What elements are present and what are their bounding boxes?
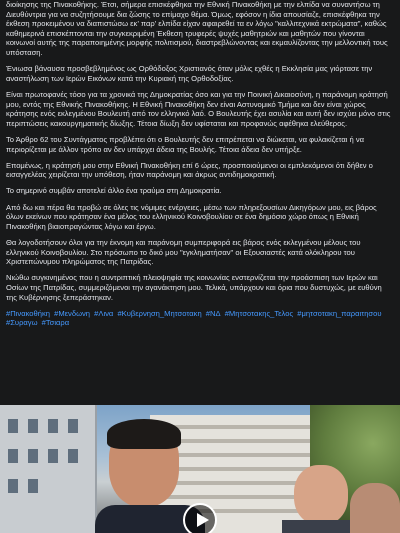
- video-background-building: [0, 405, 97, 533]
- hashtag-list: [6, 309, 394, 328]
- hashtag-link[interactable]: #Κυβερνηση_Μητσοτακη: [117, 308, 202, 318]
- video-player[interactable]: [0, 405, 400, 533]
- post-paragraph-4: Το Άρθρο 62 του Συντάγματος προβλέπει ότι ο Βουλευτής δεν επιτρέπεται να διώκεται, να φυλακίζεται ή να περιορίζεται με άλλον τρόπο αν δεν υπάρχει άδεια της Βουλής. Τέτοια άδεια δεν υπήρξε.: [6, 134, 365, 154]
- post-paragraph-2: Ένιωσα βάναυσα προσβεβλημένος ως Ορθόδοξος Χριστιανός όταν μόλις εχθές η Εκκλησία μας γιόρτασε την αναστήλωση των Ιερών Εικόνων κατά την Κυριακή της Ορθοδοξίας.: [6, 64, 373, 83]
- hashtag-link[interactable]: #Πινακοθήκη: [6, 308, 50, 318]
- post-paragraph-1: διοίκησης της Πινακοθήκης. Έτσι, σήμερα επισκέφθηκα την Εθνική Πινακοθήκη με την ελπίδα να συναντήσω τη Διευθύντρια για να συζητήσουμε δια ζώσης το επίμαχο θέμα. Όμως, εφόσον η ίδια απουσίαζε, επισκέφθηκα την έκθεση προκειμένου να διαπιστώσω εκ’ παρ’ ελπίδα είχαν αφαιρεθεί τα εν λόγω "καλλιτεχνικά εκτρώματα", καθώς καθημερινά επισκέπτονται την συγκεκριμένη Έκθεση τρυφερές ψυχές μαθητριών και μαθητών που γίνονται κοινωνοί αυτής της παραποιημένης μορφής πολιτισμού, διαστρεβλώνοντας και εκμαυλίζοντας την μελλοντική τους υπόσταση.: [6, 0, 388, 57]
- post-paragraph-7: Από δω και πέρα θα προβώ σε όλες τις νόμιμες ενέργειες, μέσω των πληρεξουσίων Δικηγόρων μου, εις βάρος όλων εκείνων που κράτησαν ένα μέλος του ελληνικού Κοινοβουλίου σε ένα δημόσιο χώρο όπως η Εθνική Πινακοθήκη βιαιοπραγώντας λόγω και έργω.: [6, 202, 377, 231]
- hashtag-link[interactable]: #Μενδωνη: [54, 308, 91, 318]
- hashtag-link[interactable]: #μητσοτακη_παραιτησου: [297, 308, 382, 318]
- post-text: [6, 0, 394, 335]
- post-paragraph-3: Είναι πρωτοφανές τόσο για τα χρονικά της Δημοκρατίας όσο και για την Ποινική Δικαιοσύνη, η παράνομη κράτησή μου, εντός της Εθνικής Πινακοθήκης. Η Εθνική Πινακοθήκη δεν είναι Αστυνομικό Τμήμα και δεν είναι χώρος κράτησης ενός εκλεγμένου Βουλευτή από τον ελληνικό λαό. Ο Βουλευτής έχει ασυλία και αυτή δεν ισχύει μόνο στις περιπτώσεις κακουργηματικής δίωξης. Τέτοια δίωξη δεν υφίσταται και προφανώς αφέθηκα ελεύθερος.: [6, 89, 391, 128]
- post-paragraph-5: Επομένως, η κράτησή μου στην Εθνική Πινακοθήκη επί 6 ώρες, προσποιούμενοι οι εμπλεκόμενοι ότι δήθεν ο εισαγγελέας χειρίζεται την υπόθεση, ήταν παράνομη και άκρως αντιδημοκρατική.: [6, 160, 373, 180]
- hashtag-link[interactable]: #Λινα: [94, 308, 114, 318]
- hashtag-link[interactable]: #ΝΔ: [205, 308, 221, 318]
- play-icon[interactable]: [183, 503, 217, 533]
- post-paragraph-8: Θα λογοδοτήσουν όλοι για την έκνομη και παράνομη συμπεριφορά εις βάρος ενός εκλεγμένου μέλους του ελληνικού Κοινοβουλίου. Στο πρόσωπο το δικό μου "εγκληματήσαν" οι Εξουσιαστές κατά ολόκληρου του Χριστεπώνυμου πληρώματος της Πατρίδας.: [6, 238, 361, 267]
- hashtag-link[interactable]: #Τσιαρα: [41, 318, 70, 328]
- post-paragraph-9: Νιώθω συγκινημένος που η συντριπτική πλειοψηφία της κοινωνίας ενστερνίζεται την προάσπιση των Ιερών και Οσίων της Πατρίδας, συμμεριζόμενοι την αγανάκτηση μου. Τελικά, υπάρχουν και όρια που δυστυχώς, με ευθύνη της Κυβέρνησης ξεπεράστηκαν.: [6, 273, 382, 302]
- hashtag-link[interactable]: #Συραγω: [6, 318, 38, 328]
- post-paragraph-6: Το σημερινό συμβάν αποτελεί άλλο ένα τραύμα στη Δημοκρατία.: [6, 186, 222, 196]
- video-person: [350, 483, 400, 533]
- hashtag-link[interactable]: #Μητσοτακης_Τελος: [224, 308, 294, 318]
